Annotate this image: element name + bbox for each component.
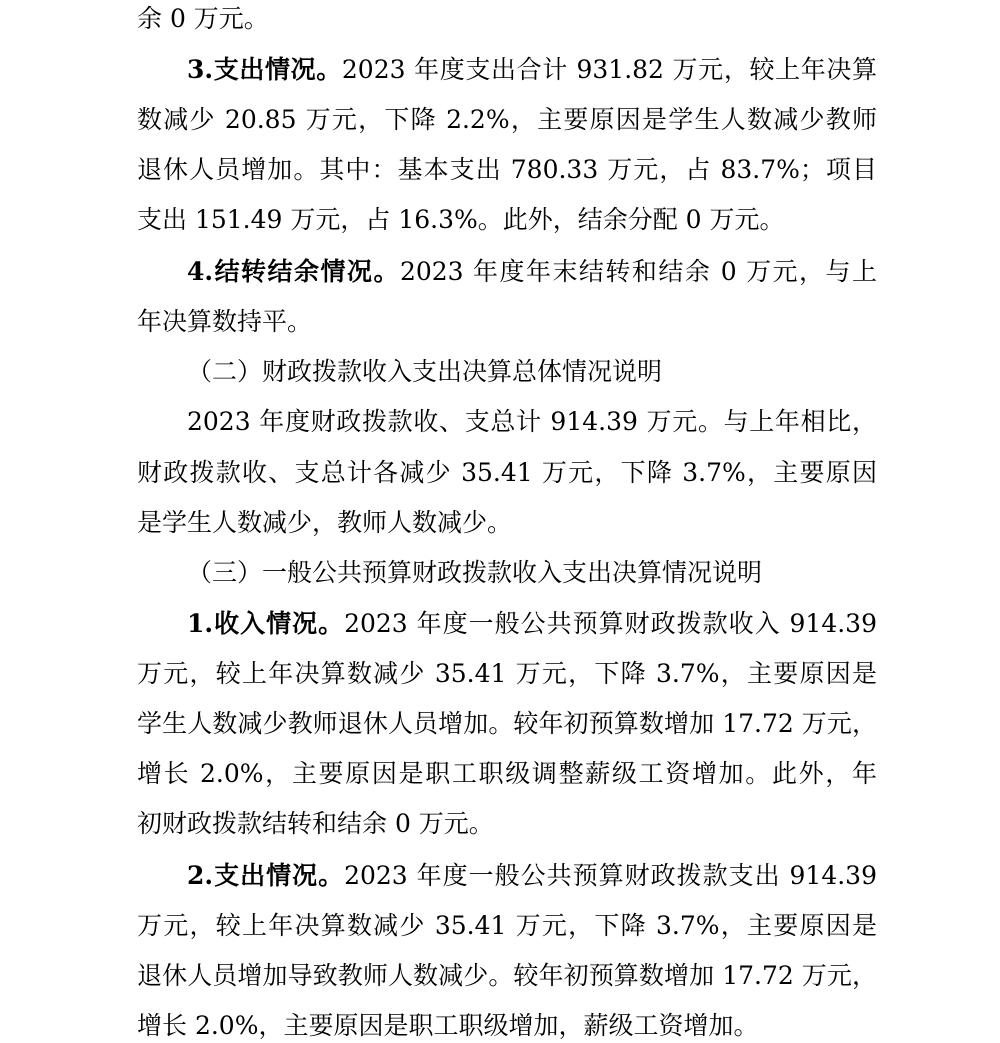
text-line: 退休人员增加导致教师人数减少。较年初预算数增加 17.72 万元，: [137, 961, 877, 990]
section-heading-general-expenditure: 2.支出情况。2023 年度一般公共预算财政拨款支出 914.39: [187, 861, 877, 890]
text-line: 余 0 万元。: [137, 4, 269, 33]
text-line: 万元，较上年决算数减少 35.41 万元，下降 3.7%，主要原因是: [137, 911, 877, 940]
text-line: 2023 年度财政拨款收、支总计 914.39 万元。与上年相比，: [187, 407, 877, 436]
text-line: 退休人员增加。其中：基本支出 780.33 万元，占 83.7%；项目: [137, 155, 877, 184]
subsection-title-fiscal-appropriation: （二）财政拨款收入支出决算总体情况说明: [187, 357, 663, 386]
text-line: 财政拨款收、支总计各减少 35.41 万元，下降 3.7%，主要原因: [137, 458, 877, 487]
section-heading-expenditure: 3.支出情况。2023 年度支出合计 931.82 万元，较上年决算: [187, 55, 877, 84]
text-line: 数减少 20.85 万元，下降 2.2%，主要原因是学生人数减少教师: [137, 105, 877, 134]
bold-heading: 1.收入情况。: [187, 609, 345, 638]
section-heading-carryover: 4.结转结余情况。2023 年度年末结转和结余 0 万元，与上: [187, 257, 878, 286]
text-line: 增长 2.0%，主要原因是职工职级调整薪级工资增加。此外，年: [137, 759, 877, 788]
bold-heading: 2.支出情况。: [187, 861, 345, 890]
bold-heading: 3.支出情况。: [187, 55, 342, 84]
text-line: 是学生人数减少，教师人数减少。: [137, 508, 513, 537]
section-heading-income: 1.收入情况。2023 年度一般公共预算财政拨款收入 914.39: [187, 609, 877, 638]
text-line: 学生人数减少教师退休人员增加。较年初预算数增加 17.72 万元，: [137, 709, 877, 738]
subsection-title-general-budget: （三）一般公共预算财政拨款收入支出决算情况说明: [187, 558, 763, 587]
text-line: 支出 151.49 万元，占 16.3%。此外，结余分配 0 万元。: [137, 205, 785, 234]
text-line: 万元，较上年决算数减少 35.41 万元，下降 3.7%，主要原因是: [137, 659, 877, 688]
text-line: 初财政拨款结转和结余 0 万元。: [137, 809, 494, 838]
text-line: 年决算数持平。: [137, 307, 313, 336]
bold-heading: 4.结转结余情况。: [187, 257, 400, 286]
text-line: 增长 2.0%，主要原因是职工职级增加，薪级工资增加。: [137, 1011, 759, 1040]
